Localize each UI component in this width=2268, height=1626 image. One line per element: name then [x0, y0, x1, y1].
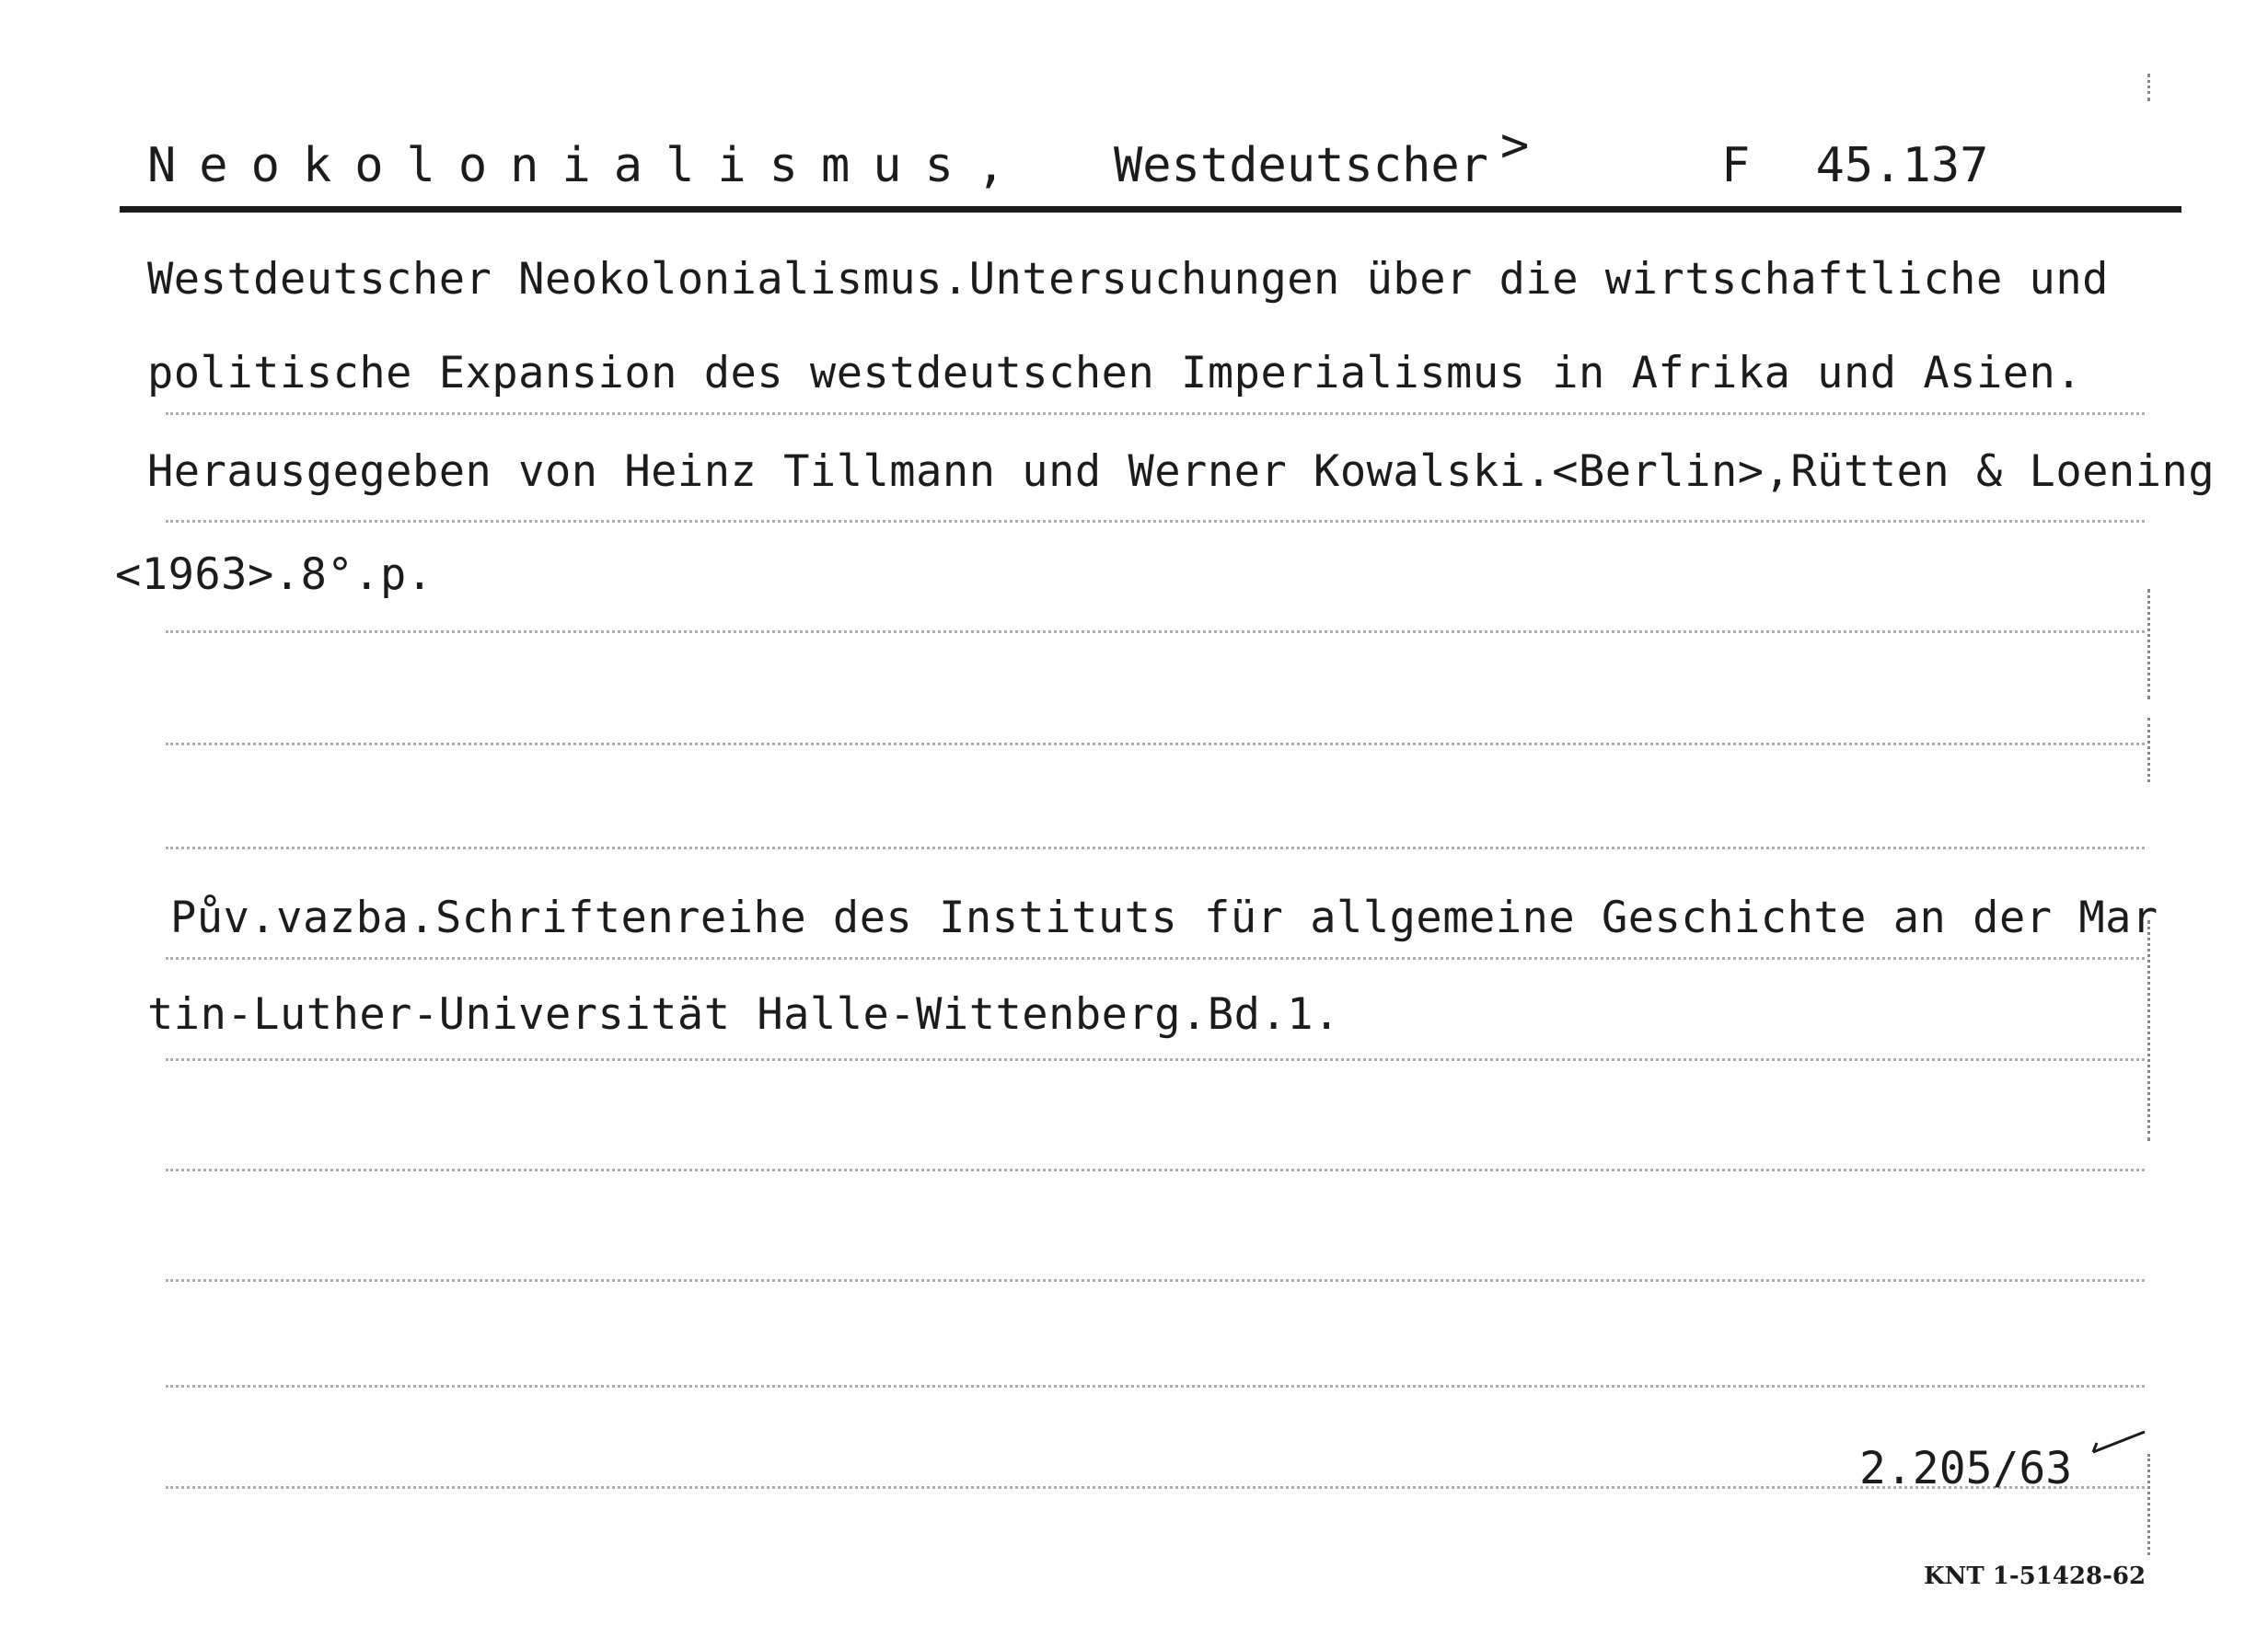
- heading-rule: [120, 206, 2181, 213]
- ruling-dots: [166, 1279, 2145, 1282]
- body-line-4: <1963>.8°.p.: [115, 549, 434, 600]
- body-line-2: politische Expansion des westdeutschen Imperialismus in Afrika und Asien.: [147, 348, 2083, 398]
- subject-term: Neokolonialismus,: [147, 138, 1029, 193]
- ruling-dots: [166, 1169, 2145, 1171]
- margin-marks: [2147, 589, 2150, 699]
- ruling-dots: [166, 1385, 2145, 1388]
- shelf-signature: F 45.137: [1721, 138, 1989, 193]
- margin-marks: [2147, 74, 2150, 101]
- ruling-dots: [166, 1486, 2145, 1489]
- margin-marks: [2147, 718, 2150, 782]
- ruling-dots: [166, 412, 2145, 415]
- ruling-dots: [166, 1058, 2145, 1061]
- body-line-1: Westdeutscher Neokolonialismus.Untersuchungen über die wirtschaftliche und: [147, 254, 2109, 305]
- margin-marks: [2147, 920, 2150, 1141]
- margin-marks: [2147, 1454, 2150, 1555]
- insertion-mark: >: [1500, 118, 1530, 173]
- notes-line-1: Pův.vazba.Schriftenreihe des Instituts für allgemeine Geschichte an der Mar: [170, 893, 2158, 943]
- body-line-3: Herausgegeben von Heinz Tillmann und Werner Kowalski.<Berlin>,Rütten & Loening: [147, 446, 2216, 497]
- accession-number: 2.205/63: [1859, 1443, 2073, 1494]
- ruling-dots: [166, 520, 2145, 523]
- ruling-dots: [166, 630, 2145, 633]
- ruling-dots: [166, 847, 2145, 849]
- ruling-dots: [166, 743, 2145, 745]
- subject-subterm: Westdeutscher: [1114, 138, 1488, 193]
- ruling-dots: [166, 957, 2145, 960]
- notes-line-2: tin-Luther-Universität Halle-Wittenberg.Bd.1.: [147, 989, 1340, 1040]
- check-mark-icon: [2091, 1428, 2146, 1456]
- print-code: KNT 1-51428-62: [1924, 1563, 2146, 1590]
- card-heading: [147, 118, 2181, 202]
